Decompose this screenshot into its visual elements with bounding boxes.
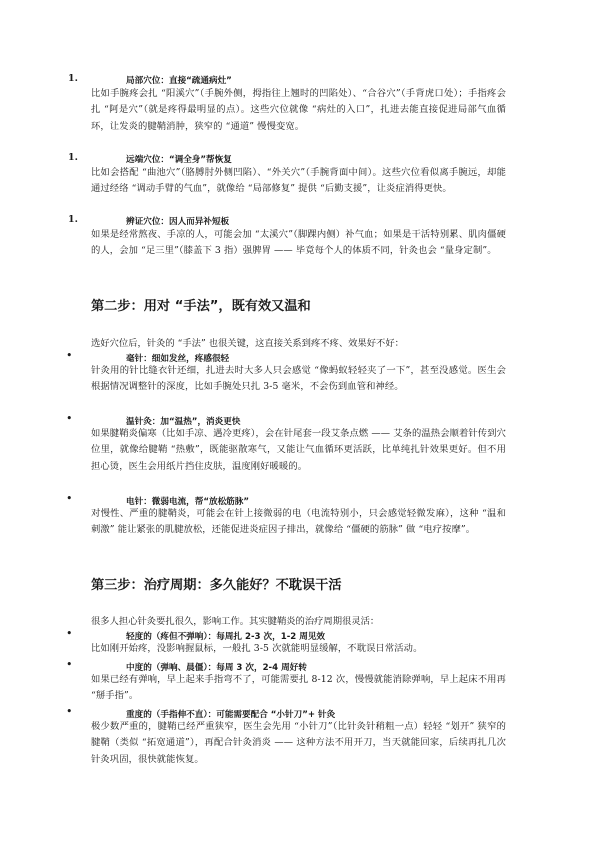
list-number: 1.	[68, 152, 78, 163]
bullet-text: 针灸用的针比缝衣针还细，扎进去时大多人只会感觉 “像蚂蚁轻轻夹了一下”，甚至没感觉。医生会根据情况调整针的深度，比如手腕处只扎 3-5 毫米，不会伤到血管和神经。	[91, 365, 506, 393]
bullet-heading: 毫针：细如发丝，疼感很轻	[126, 354, 230, 364]
item-heading: 远端穴位：“调全身”帮恢复	[126, 155, 232, 165]
item-text: 如果是经常熬夜、手凉的人，可能会加 “太溪穴”（脚踝内侧）补气血；如果是干活特别累、肌肉僵硬的人，会加 “足三里”（膝盖下 3 指）强脾胃 —— 毕竟每个人的体质不同，针灸也会 “量身定制”。	[91, 229, 506, 257]
bullet-icon: •	[66, 412, 73, 425]
section-title: 第三步：治疗周期：多久能好？不耽误干活	[91, 578, 342, 593]
bullet-icon: •	[66, 492, 73, 505]
item-text: 比如手腕疼会扎 “阳溪穴”（手腕外侧，拇指往上翘时的凹陷处）、“合谷穴”（手背虎口处）；手指疼会扎 “阿是穴”（就是疼得最明显的点）。这些穴位就像 “病灶的入口”，扎进去能直接促进局部气血循环，让发炎的腱鞘消肿，狭窄的 “通道” 慢慢变宽。	[91, 88, 506, 132]
bullet-heading: 重度的（手指伸不直）：可能需要配合 “小针刀”+ 针灸	[126, 710, 336, 720]
list-number: 1.	[68, 214, 78, 225]
bullet-text: 比如刚开始疼，没影响握鼠标，一般扎 3-5 次就能明显缓解，不耽误日常活动。	[91, 643, 423, 654]
bullet-heading: 中度的（弹响、晨僵）：每周 3 次，2-4 周好转	[126, 663, 307, 673]
bullet-text: 如果腱鞘炎偏寒（比如手凉、遇冷更疼），会在针尾套一段艾条点燃 —— 艾条的温热会顺着针传到穴位里，就像给腱鞘 “热敷”，既能驱散寒气，又能让气血循环更活跃，比单纯扎针效果更好。但不用担心烫，医生会用纸片挡住皮肤，温度刚好暖暖的。	[91, 428, 506, 472]
bullet-text: 极少数严重的，腱鞘已经严重狭窄，医生会先用 “小针刀”（比针灸针稍粗一点）轻轻 “划开” 狭窄的腱鞘（类似 “拓宽通道”），再配合针灸消炎 —— 这种方法不用开刀，当天就能回家，后续再扎几次针灸巩固，很快就能恢复。	[91, 721, 506, 765]
section-intro: 很多人担心针灸要扎很久，影响工作。其实腱鞘炎的治疗周期很灵活：	[91, 616, 380, 627]
item-heading: 局部穴位：直接“疏通病灶”	[126, 76, 232, 86]
bullet-icon: •	[66, 658, 73, 671]
bullet-heading: 轻度的（疼但不弹响）：每周扎 2-3 次，1-2 周见效	[126, 632, 326, 642]
list-number: 1.	[68, 73, 78, 84]
bullet-heading: 温针灸：加“温热”，消炎更快	[126, 417, 241, 427]
item-text: 比如会搭配 “曲池穴”（胳膊肘外侧凹陷）、“外关穴”（手腕背面中间）。这些穴位看似离手腕远，却能通过经络 “调动手臂的气血”，就像给 “局部修复” 提供 “后勤支援”，让炎症消得更快。	[91, 167, 506, 195]
section-intro: 选好穴位后，针灸的 “手法” 也很关键，这直接关系到疼不疼、效果好不好：	[91, 338, 404, 349]
bullet-heading: 电针：微弱电流，帮“放松筋脉”	[126, 497, 250, 507]
bullet-icon: •	[66, 705, 73, 718]
bullet-icon: •	[66, 349, 73, 362]
section-title: 第二步：用对 “手法”，既有效又温和	[91, 299, 311, 314]
bullet-icon: •	[66, 627, 73, 640]
bullet-text: 对慢性、严重的腱鞘炎，可能会在针上接微弱的电（电流特别小，只会感觉轻微发麻），这种 “温和刺激” 能让紧张的肌腱放松，还能促进炎症因子排出，就像给 “僵硬的筋脉” 做 “电疗按摩”。	[91, 508, 506, 536]
bullet-text: 如果已经有弹响，早上起来手指弯不了，可能需要扎 8-12 次，慢慢就能消除弹响，早上起床不用再 “掰手指”。	[91, 674, 506, 702]
item-heading: 辨证穴位：因人而异补短板	[126, 217, 230, 227]
